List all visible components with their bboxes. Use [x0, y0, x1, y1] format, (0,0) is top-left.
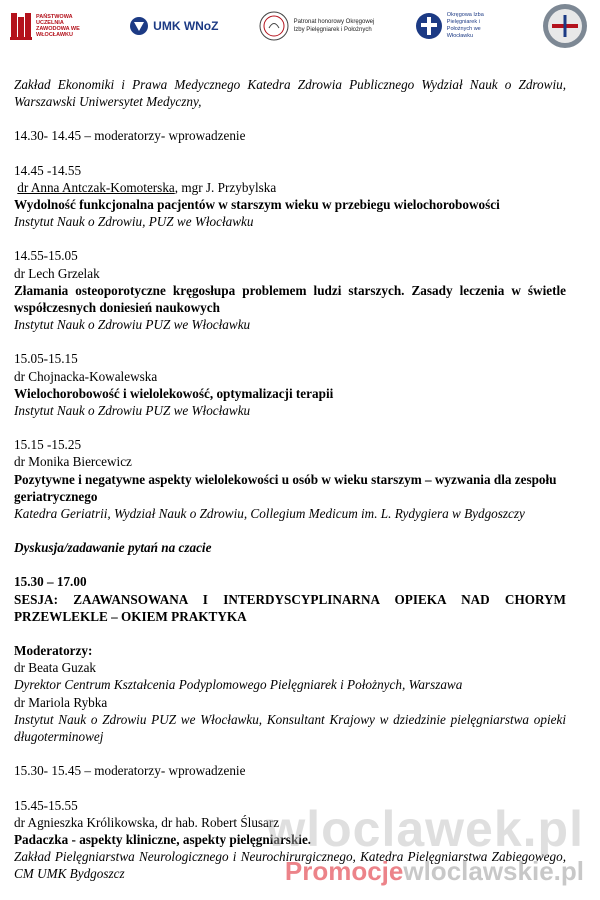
logo-emblem	[542, 3, 588, 49]
talk-1-title: Wydolność funkcjonalna pacjentów w starszym wieku w przebiegu wielochorobowości	[14, 197, 500, 213]
talk-3-title: Wielochorobowość i wielolekowość, optymalizacji terapii	[14, 385, 334, 401]
puz-crest-icon	[10, 11, 32, 41]
moderators-intro-1: 14.30- 14.45 – moderatorzy- wprowadzenie	[14, 128, 246, 144]
watermark-sub-gray: wloclawskie.pl	[403, 856, 584, 886]
talk-3-affiliation: Instytut Nauk o Zdrowiu PUZ we Włocławku	[14, 403, 251, 419]
umk-icon	[129, 16, 149, 36]
talk-5-title: Padaczka - aspekty kliniczne, aspekty pielęgniarskie.	[14, 831, 312, 847]
program-content	[14, 76, 566, 883]
talk-1-affiliation: Instytut Nauk o Zdrowiu, PUZ we Włocławku	[14, 214, 254, 230]
intro-affiliation: Zakład Ekonomiki i Prawa Medycznego Katedra Zdrowia Publicznego Wydział Nauk o Zdrowiu, Warszawski Uniwersytet Medyczny,	[14, 77, 566, 110]
oipp-icon	[415, 12, 443, 40]
talk-2-affiliation: Instytut Nauk o Zdrowiu PUZ we Włocławku	[14, 317, 251, 333]
moderators-label: Moderatorzy:	[14, 643, 93, 659]
talk-1-authors	[14, 179, 566, 196]
logo-umk-text: UMK WNoZ	[153, 19, 219, 33]
talk-3-time: 15.05-15.15	[14, 351, 78, 367]
logo-patronat-text: Patronat honorowy Okręgowej Izby Pielęgniarek i Położnych	[293, 19, 375, 33]
talk-2-author: dr Lech Grzelak	[14, 265, 100, 281]
moderator-2-name: dr Mariola Rybka	[14, 694, 108, 710]
patronat-seal-icon	[258, 10, 290, 42]
talk-5-authors: dr Agnieszka Królikowska, dr hab. Robert Ślusarz	[14, 814, 280, 830]
moderator-1-name: dr Beata Guzak	[14, 660, 97, 676]
talk-4-affiliation: Katedra Geriatrii, Wydział Nauk o Zdrowiu, Collegium Medicum im. L. Rydygiera w Bydgoszczy	[14, 506, 525, 522]
watermark-main: wloclawek.pl	[266, 801, 584, 857]
talk-4-title: Pozytywne i negatywne aspekty wielolekowości u osób w wieku starszym – wyzwania dla zespołu geriatrycznego	[14, 471, 557, 504]
discussion-note: Dyskusja/zadawanie pytań na czacie	[14, 540, 212, 556]
session-title: SESJA: ZAAWANSOWANA I INTERDYSCYPLINARNA OPIEKA NAD CHORYM PRZEWLEKLE – OKIEM PRAKTYKA	[14, 591, 566, 624]
logo-puz-text: PAŃSTWOWA UCZELNIA ZAWODOWA WE WŁOCŁAWKU	[36, 14, 80, 38]
talk-4-author: dr Monika Biercewicz	[14, 454, 132, 470]
logo-oipp	[415, 12, 503, 40]
session-time: 15.30 – 17.00	[14, 574, 87, 590]
moderator-2-affiliation: Instytut Nauk o Zdrowiu PUZ we Włocławku, Konsultant Krajowy w dziedzinie pielęgniarstwa opieki długoterminowej	[14, 711, 566, 745]
talk-2-time: 14.55-15.05	[14, 248, 78, 264]
talk-5-affiliation: Zakład Pielęgniarstwa Neurologicznego i Neurochirurgicznego, Katedra Pielęgniarstwa Zabiegowego, CM UMK Bydgoszcz	[14, 849, 566, 882]
logo-oipp-text: Okręgowa Izba Pielęgniarek i Położnych we Włocławku	[446, 12, 484, 39]
logo-puz	[10, 11, 90, 41]
talk-1-time: 14.45 -14.55	[14, 162, 82, 178]
talk-5-time: 15.45-15.55	[14, 797, 78, 813]
talk-3-author: dr Chojnacka-Kowalewska	[14, 368, 158, 384]
logo-umk	[129, 16, 218, 36]
logo-patronat	[258, 10, 376, 42]
talk-1-author-rest: , mgr J. Przybylska	[174, 179, 277, 195]
emblem-icon	[542, 3, 588, 49]
talk-1-author-link[interactable]: dr Anna Antczak-Komoterska	[17, 179, 175, 195]
moderators-intro-2: 15.30- 15.45 – moderatorzy- wprowadzenie	[14, 763, 246, 779]
talk-2-title: Złamania osteoporotyczne kręgosłupa problemem ludzi starszych. Zasady leczenia w świetle współczesnych doniesień naukowych	[14, 282, 566, 316]
moderator-1-affiliation: Dyrektor Centrum Kształcenia Podyplomowego Pielęgniarek i Położnych, Warszawa	[14, 677, 463, 693]
talk-4-time: 15.15 -15.25	[14, 437, 82, 453]
logo-header	[0, 0, 600, 52]
watermark-sub-red: Promocje	[284, 856, 404, 886]
